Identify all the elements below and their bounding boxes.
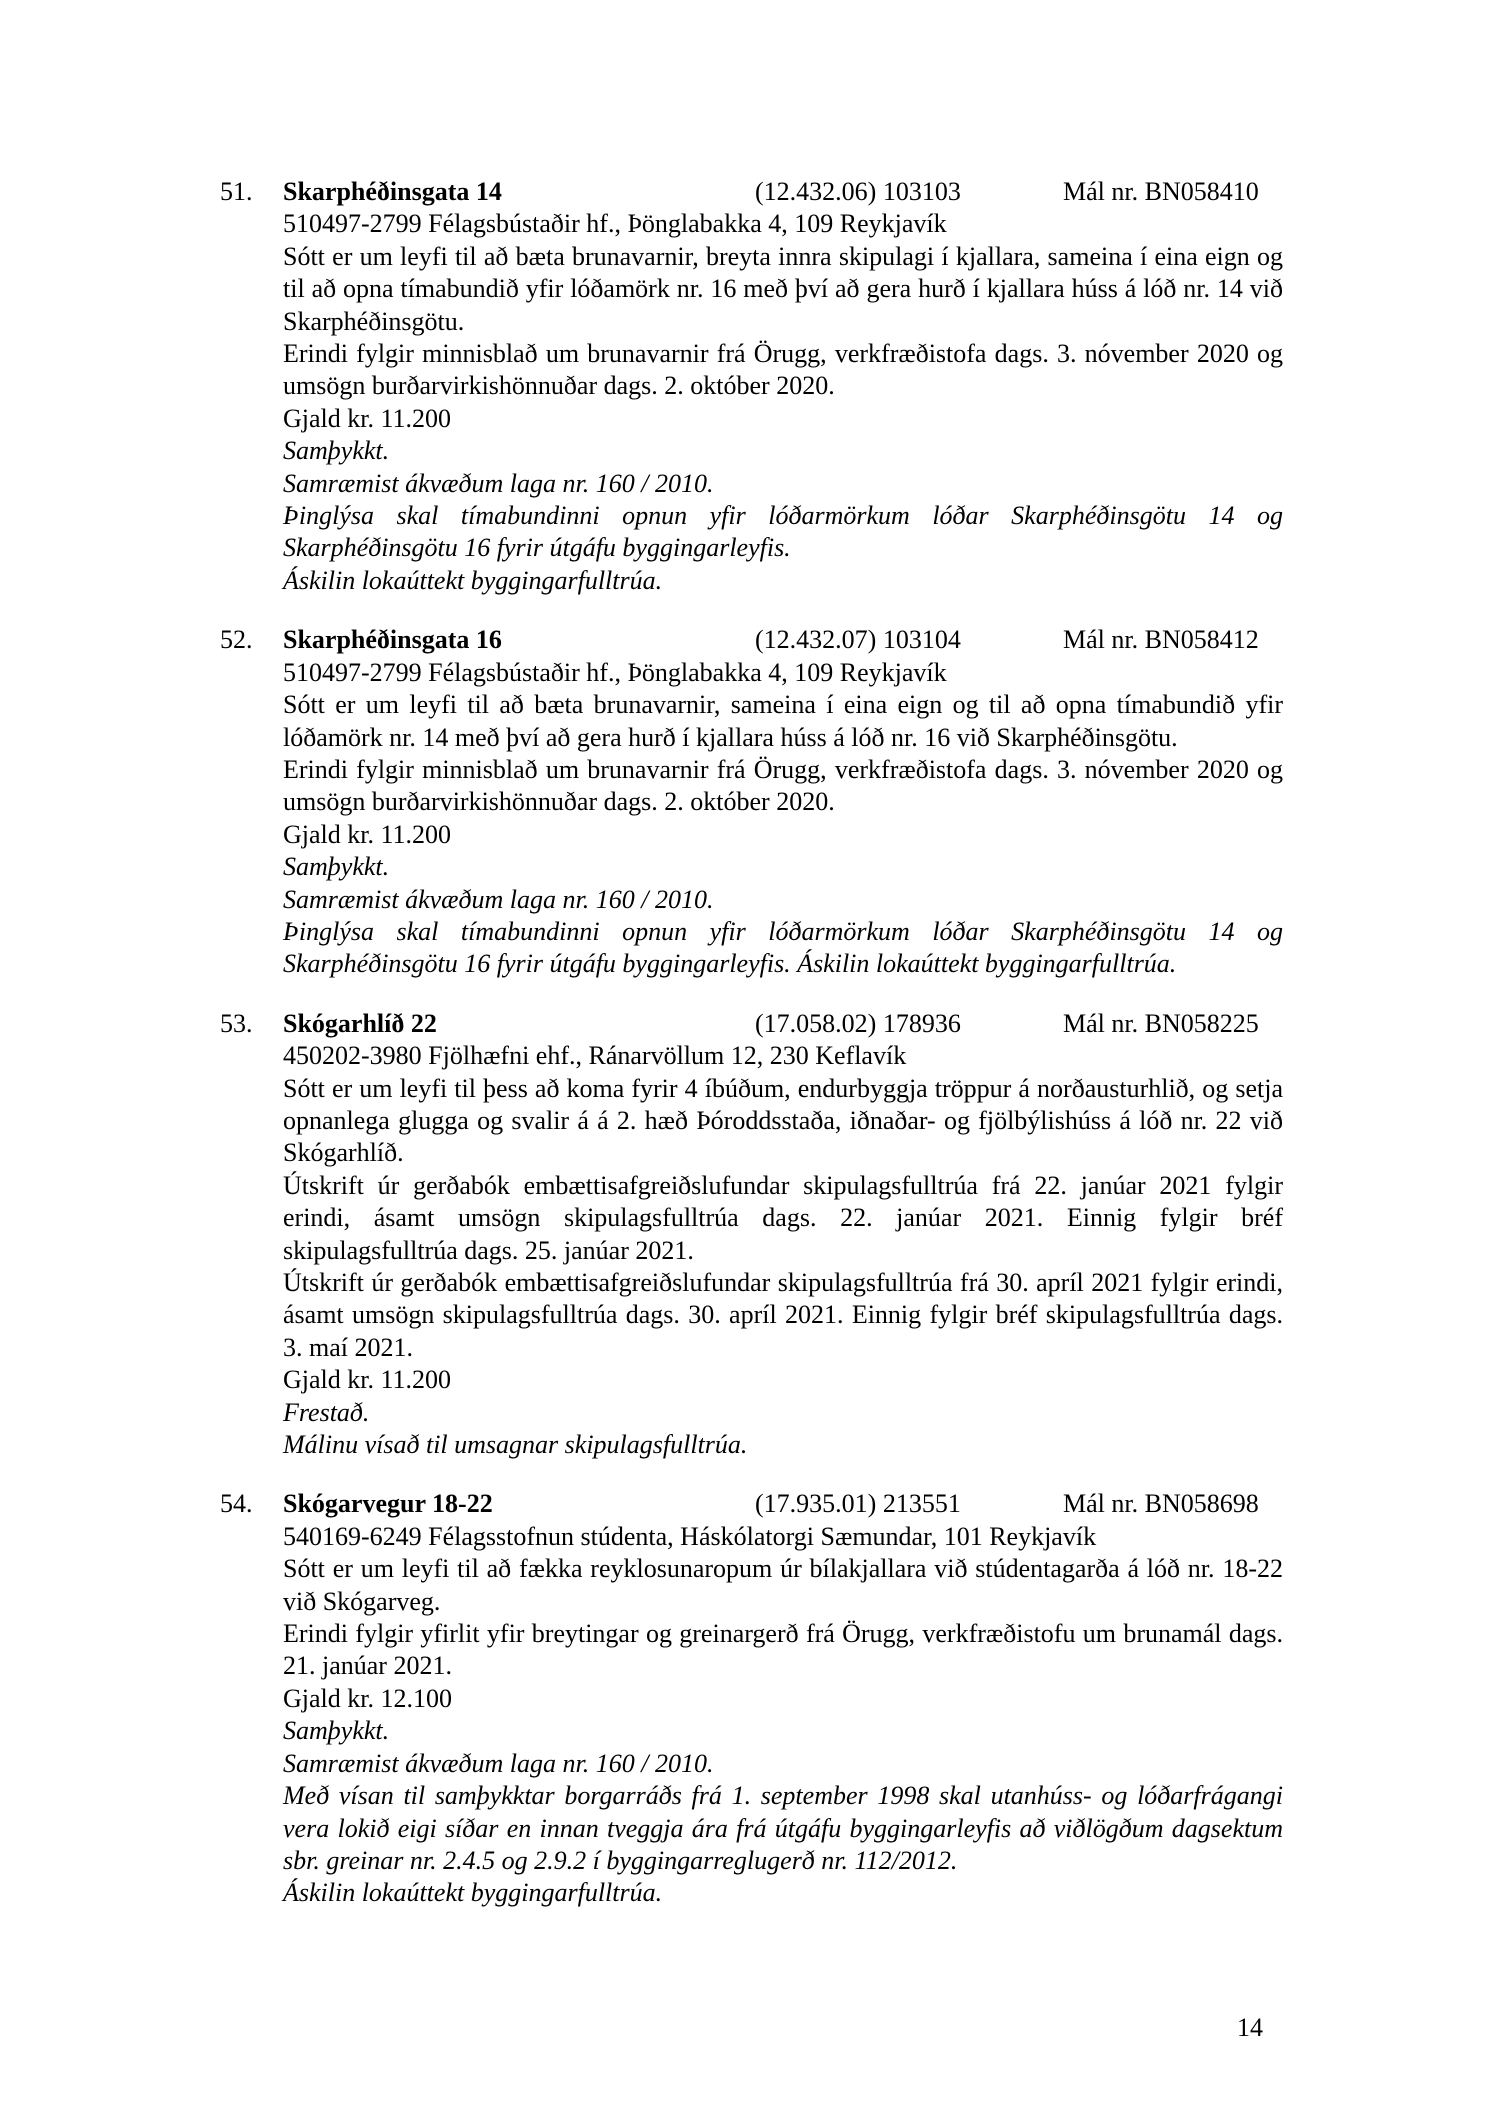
item-title: Skógarvegur 18-22 — [283, 1489, 493, 1519]
item-number: 54. — [220, 1489, 253, 1519]
item-number: 53. — [220, 1008, 253, 1038]
item-title: Skarphéðinsgata 14 — [283, 177, 502, 206]
document-content — [220, 176, 1283, 1937]
paragraph: Samræmist ákvæðum laga nr. 160 / 2010. — [283, 468, 714, 498]
paragraph: Sótt er um leyfi til þess að koma fyrir 4 íbúðum, endurbyggja tröppur á norðausturhlið, og setja opnanlega glugga og svalir á á 2. hæð Þóroddsstaða, iðnaðar- og fjölbýlishúss á lóð nr. 22 við Skógarhlíð. — [283, 1073, 1283, 1168]
paragraph: Þinglýsa skal tímabundinni opnun yfir lóðarmörkum lóðar Skarphéðinsgötu 14 og Skarphéðinsgötu 16 fyrir útgáfu byggingarleyfis. — [283, 501, 1283, 563]
item-header — [220, 176, 1283, 208]
applicant-line: 510497-2799 Félagsbústaðir hf., Þönglabakka 4, 109 Reykjavík — [283, 657, 947, 687]
item-case-number: Mál nr. BN058410 — [1063, 177, 1259, 206]
item-case-number: Mál nr. BN058698 — [1063, 1489, 1259, 1519]
paragraph: Samræmist ákvæðum laga nr. 160 / 2010. — [283, 884, 714, 914]
decision-line: Samþykkt. — [283, 1716, 390, 1746]
page-number: 14 — [1237, 2013, 1263, 2042]
item-title: Skarphéðinsgata 16 — [283, 625, 502, 655]
fee-line: Gjald kr. 11.200 — [283, 403, 452, 433]
item-case-number: Mál nr. BN058225 — [1063, 1008, 1259, 1038]
item-reference: (12.432.06) 103103 — [755, 177, 961, 206]
fee-line: Gjald kr. 12.100 — [283, 1683, 452, 1713]
item-header — [220, 1008, 1283, 1040]
fee-line: Gjald kr. 11.200 — [283, 1365, 452, 1395]
paragraph: Áskilin lokaúttekt byggingarfulltrúa. — [283, 565, 663, 595]
paragraph: Samræmist ákvæðum laga nr. 160 / 2010. — [283, 1748, 714, 1778]
fee-line: Gjald kr. 11.200 — [283, 819, 452, 849]
applicant-line: 510497-2799 Félagsbústaðir hf., Þönglabakka 4, 109 Reykjavík — [283, 209, 947, 239]
item-reference: (17.935.01) 213551 — [755, 1489, 961, 1519]
applicant-line: 450202-3980 Fjölhæfni ehf., Ránarvöllum 12, 230 Keflavík — [283, 1041, 907, 1071]
item-reference: (17.058.02) 178936 — [755, 1008, 961, 1038]
item-case-number: Mál nr. BN058412 — [1063, 625, 1259, 655]
item-body — [283, 1521, 1283, 1910]
paragraph: Með vísan til samþykktar borgarráðs frá 1. september 1998 skal utanhúss- og lóðarfrágangi vera lokið eigi síðar en innan tveggja ára frá útgáfu byggingarleyfis að viðlögðum dagsektum sbr. greinar nr. 2.4.5 og 2.9.2 í byggingarreglugerð nr. 112/2012. — [283, 1781, 1283, 1875]
decision-line: Samþykkt. — [283, 852, 390, 882]
paragraph: Erindi fylgir minnisblað um brunavarnir frá Örugg, verkfræðistofa dags. 3. nóvember 2020 og umsögn burðarvirkishönnuðar dags. 2. október 2020. — [283, 754, 1283, 817]
item-title: Skógarhlíð 22 — [283, 1008, 437, 1038]
decision-line: Samþykkt. — [283, 436, 390, 466]
agenda-item-54 — [220, 1488, 1283, 1909]
item-number: 52. — [220, 625, 253, 655]
item-reference: (12.432.07) 103104 — [755, 625, 961, 655]
item-body — [283, 657, 1283, 981]
item-body — [283, 1040, 1283, 1461]
decision-line: Frestað. — [283, 1397, 370, 1427]
paragraph: Útskrift úr gerðabók embættisafgreiðslufundar skipulagsfulltrúa frá 30. apríl 2021 fylgir erindi, ásamt umsögn skipulagsfulltrúa dags. 30. apríl 2021. Einnig fylgir bréf skipulagsfulltrúa dags. 3. maí 2021. — [283, 1268, 1283, 1362]
paragraph: Þinglýsa skal tímabundinni opnun yfir lóðarmörkum lóðar Skarphéðinsgötu 14 og Skarphéðinsgötu 16 fyrir útgáfu byggingarleyfis. Áskilin lokaúttekt byggingarfulltrúa. — [283, 916, 1283, 979]
paragraph: Erindi fylgir minnisblað um brunavarnir frá Örugg, verkfræðistofa dags. 3. nóvember 2020 og umsögn burðarvirkishönnuðar dags. 2. október 2020. — [283, 339, 1283, 401]
agenda-item-53 — [220, 1008, 1283, 1462]
paragraph: Sótt er um leyfi til að bæta brunavarnir, sameina í eina eign og til að opna tímabundið yfir lóðamörk nr. 14 með því að gera hurð í kjallara húss á lóð nr. 16 við Skarphéðinsgötu. — [283, 690, 1283, 752]
item-header — [220, 1488, 1283, 1520]
agenda-item-52 — [220, 624, 1283, 980]
paragraph: Málinu vísað til umsagnar skipulagsfulltrúa. — [283, 1430, 748, 1460]
paragraph: Sótt er um leyfi til að fækka reyklosunaropum úr bílakjallara við stúdentagarða á lóð nr. 18-22 við Skógarveg. — [283, 1554, 1283, 1616]
item-number: 51. — [220, 177, 253, 206]
paragraph: Útskrift úr gerðabók embættisafgreiðslufundar skipulagsfulltrúa frá 22. janúar 2021 fylgir erindi, ásamt umsögn skipulagsfulltrúa dags. 22. janúar 2021. Einnig fylgir bréf skipulagsfulltrúa dags. 25. janúar 2021. — [283, 1170, 1283, 1265]
item-body — [283, 208, 1283, 597]
agenda-item-51 — [220, 176, 1283, 597]
applicant-line: 540169-6249 Félagsstofnun stúdenta, Háskólatorgi Sæmundar, 101 Reykjavík — [283, 1521, 1097, 1551]
paragraph: Erindi fylgir yfirlit yfir breytingar og greinargerð frá Örugg, verkfræðistofu um brunamál dags. 21. janúar 2021. — [283, 1619, 1283, 1681]
item-header — [220, 624, 1283, 656]
paragraph: Sótt er um leyfi til að bæta brunavarnir, breyta innra skipulagi í kjallara, sameina í eina eign og til að opna tímabundið yfir lóðamörk nr. 16 með því að gera hurð í kjallara húss á lóð nr. 14 við Skarphéðinsgötu. — [283, 241, 1283, 336]
paragraph: Áskilin lokaúttekt byggingarfulltrúa. — [283, 1878, 663, 1908]
